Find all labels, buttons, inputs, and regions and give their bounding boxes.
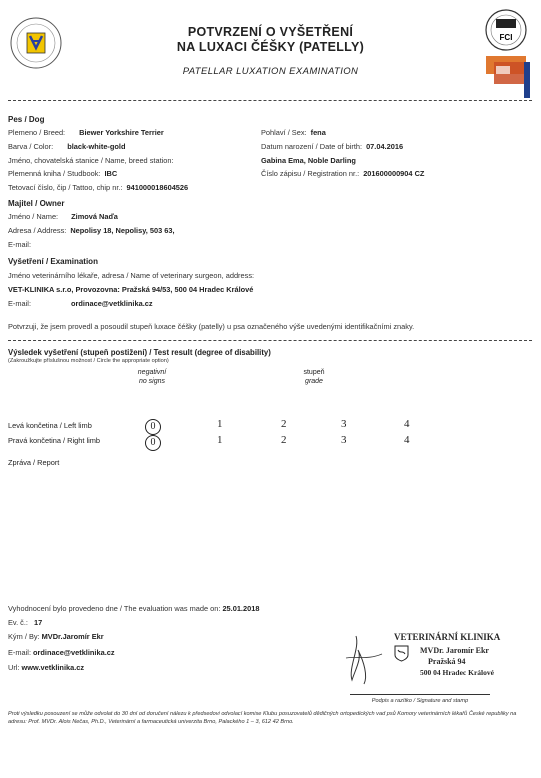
owner-email-label: E-mail: bbox=[8, 240, 31, 249]
signature bbox=[338, 628, 398, 688]
title-line-1: POTVRZENÍ O VYŠETŘENÍ bbox=[187, 25, 354, 39]
eval-email-row bbox=[8, 648, 115, 657]
stamp-emblem-icon bbox=[394, 645, 409, 662]
right-grade-4[interactable]: 4 bbox=[404, 434, 410, 446]
dog-name-value: Gabina Ema, Noble Darling bbox=[261, 156, 356, 165]
eval-no-label: Ev. č.: bbox=[8, 618, 28, 627]
owner-email-row bbox=[8, 240, 31, 249]
owner-name-label: Jméno / Name: bbox=[8, 212, 59, 221]
dog-name-label: Jméno, chovatelská stanice / Name, breed station: bbox=[8, 156, 174, 165]
vet-value-row bbox=[8, 285, 253, 294]
color-label: Barva / Color: bbox=[8, 142, 54, 151]
right-grade-0-circled: 0 bbox=[145, 435, 161, 451]
name-row bbox=[8, 156, 174, 165]
vet-email-value: ordinace@vetklinika.cz bbox=[71, 299, 153, 308]
breed-value: Biewer Yorkshire Terrier bbox=[79, 128, 164, 137]
right-limb-label: Pravá končetina / Right limb bbox=[8, 436, 101, 445]
owner-address-value: Nepolisy 18, Nepolisy, 503 63, bbox=[70, 226, 175, 235]
studbook-value: IBC bbox=[104, 169, 118, 178]
reg-value: 201600000904 CZ bbox=[363, 169, 425, 178]
vet-label-row bbox=[8, 271, 254, 280]
owner-address-label: Adresa / Address: bbox=[8, 226, 67, 235]
vet-email-row bbox=[8, 299, 153, 308]
result-title bbox=[8, 348, 271, 357]
breed-row bbox=[8, 128, 164, 137]
eval-by-value: MVDr.Jaromír Ekr bbox=[41, 632, 104, 641]
left-grade-3[interactable]: 3 bbox=[341, 418, 347, 430]
owner-address-row bbox=[8, 226, 175, 235]
reg-label: Číslo zápisu / Registration nr.: bbox=[261, 169, 360, 178]
right-grade-2[interactable]: 2 bbox=[281, 434, 287, 446]
vet-value: VET-KLINIKA s.r.o, Provozovna: Pražská 94/53, 500 04 Hradec Králové bbox=[8, 285, 254, 294]
signature-label: Podpis a razítko / Signature and stamp bbox=[371, 698, 469, 704]
left-limb-label: Levá končetina / Left limb bbox=[8, 421, 92, 430]
tattoo-value: 941000018604526 bbox=[126, 183, 189, 192]
dog-name-row bbox=[261, 156, 356, 165]
stamp-line-2: MVDr. Jaromír Ekr bbox=[420, 646, 489, 655]
negative-label-en: no signs bbox=[138, 378, 166, 385]
stamp-line-3: Pražská 94 bbox=[428, 657, 466, 666]
eval-url-row bbox=[8, 663, 84, 672]
sex-value: fena bbox=[310, 128, 326, 137]
title-line-2: NA LUXACI ČÉŠKY (PATELLY) bbox=[176, 40, 365, 54]
footer-text: Proti výsledku posouzení se může odvolat do 30 dní od doručení nálezu k předsedovi odvolací komise Klubu posuzovatelů dědičných ortopedických vad psů Komory veterinárních lékařů České republiky na adresu: Prof. MVDr. Alois Nečas, Ph.D., Veterinární a farmaceutická univerzita Brno, Palackého 1 – 3, 612 42 Brno. bbox=[8, 711, 517, 725]
owner-section-title: Majitel / Owner bbox=[8, 199, 65, 208]
exam-section-title: Vyšetření / Examination bbox=[8, 257, 98, 266]
left-grade-4[interactable]: 4 bbox=[404, 418, 410, 430]
sex-label: Pohlaví / Sex: bbox=[261, 128, 307, 137]
left-grade-1[interactable]: 1 bbox=[217, 418, 223, 430]
statement-row bbox=[8, 322, 414, 331]
left-grade-0-circled: 0 bbox=[145, 419, 161, 435]
color-value: black-white-gold bbox=[67, 142, 126, 151]
right-grade-3[interactable]: 3 bbox=[341, 434, 347, 446]
eval-email-value: ordinace@vetklinika.cz bbox=[33, 648, 115, 657]
signature-line bbox=[350, 694, 490, 695]
dog-section-title: Pes / Dog bbox=[8, 115, 45, 124]
studbook-row bbox=[8, 169, 117, 178]
vet-email-label: E-mail: bbox=[8, 299, 31, 308]
owner-name-value: Zimová Naďa bbox=[71, 212, 118, 221]
owner-name-row bbox=[8, 212, 118, 221]
eval-email-label: E-mail: bbox=[8, 648, 31, 657]
result-title-text: Výsledek vyšetření (stupeň postižení) / Test result (degree of disability) bbox=[8, 348, 271, 357]
eval-date-value: 25.01.2018 bbox=[222, 604, 260, 613]
statement-text: Potvrzuji, že jsem provedl a posoudil stupeň luxace čéšky (patelly) u psa označeného výše uvedenými identifikačními znaky. bbox=[8, 322, 415, 331]
report-label: Zpráva / Report bbox=[8, 458, 60, 467]
right-grade-0[interactable] bbox=[145, 432, 161, 451]
subtitle: PATELLAR LUXATION EXAMINATION bbox=[182, 66, 359, 77]
eval-no-row bbox=[8, 618, 42, 627]
divider-result bbox=[8, 340, 532, 341]
dob-label: Datum narození / Date of birth: bbox=[261, 142, 363, 151]
stamp-line-4: 500 04 Hradec Králové bbox=[420, 668, 494, 677]
reg-row bbox=[261, 169, 424, 178]
dob-value: 07.04.2016 bbox=[366, 142, 404, 151]
eval-by-row bbox=[8, 632, 104, 641]
negative-label-cz: negativní bbox=[137, 369, 167, 376]
eval-url-label: Url: bbox=[8, 663, 20, 672]
tattoo-row bbox=[8, 183, 188, 192]
stamp-line-1: VETERINÁRNÍ KLINIKA bbox=[394, 632, 501, 642]
eval-url-value: www.vetklinika.cz bbox=[21, 663, 85, 672]
dob-row bbox=[261, 142, 403, 151]
divider-top bbox=[8, 100, 532, 101]
vet-label: Jméno veterinárního lékaře, adresa / Name of veterinary surgeon, address: bbox=[8, 271, 255, 280]
tattoo-label: Tetovací číslo, čip / Tattoo, chip nr.: bbox=[8, 183, 123, 192]
color-row bbox=[8, 142, 126, 151]
grade-label-en: grade bbox=[305, 378, 323, 385]
sex-row bbox=[261, 128, 326, 137]
eval-by-label: Kým / By: bbox=[8, 632, 40, 641]
result-hint: (Zakroužkujte příslušnou možnost / Circle the appropriate option) bbox=[8, 358, 169, 364]
eval-no-value: 17 bbox=[33, 618, 43, 627]
eval-date-label: Vyhodnocení bylo provedeno dne / The evaluation was made on: bbox=[8, 604, 221, 613]
eval-date-row bbox=[8, 604, 259, 613]
grade-label-cz: stupeň bbox=[303, 369, 325, 376]
fci-text: FCI bbox=[499, 33, 513, 42]
studbook-label: Plemenná kniha / Studbook: bbox=[8, 169, 101, 178]
breed-label: Plemeno / Breed: bbox=[8, 128, 66, 137]
left-grade-2[interactable]: 2 bbox=[281, 418, 287, 430]
right-grade-1[interactable]: 1 bbox=[217, 434, 223, 446]
